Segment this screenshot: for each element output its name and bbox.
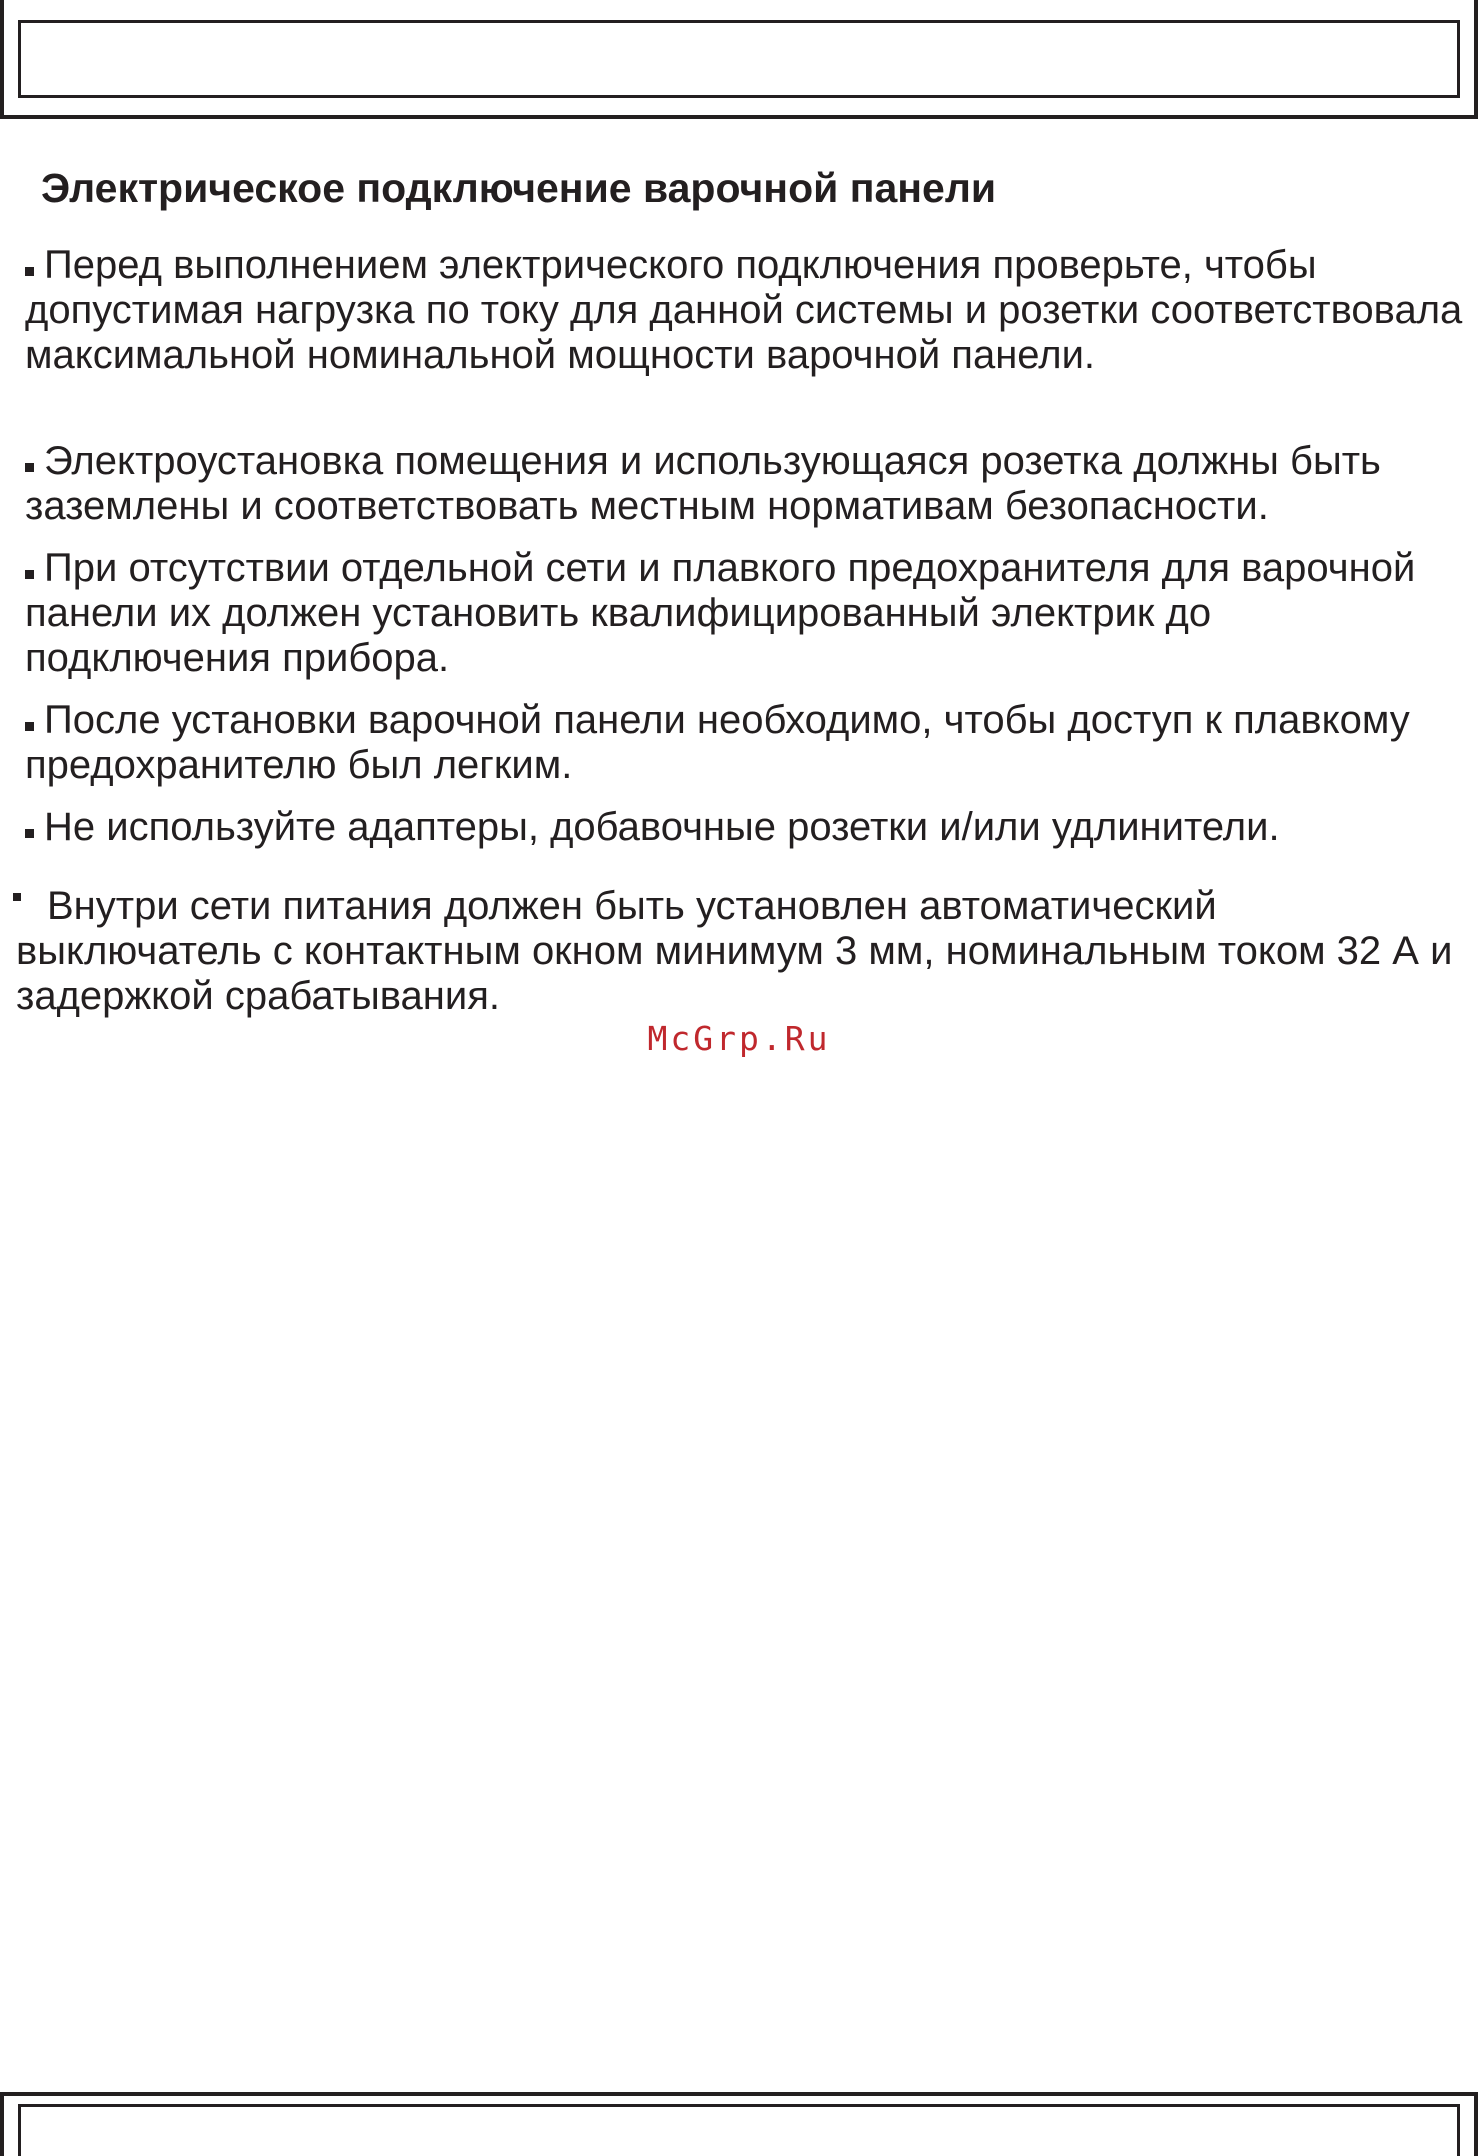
header-box: [18, 20, 1460, 98]
list-item: [16, 884, 1466, 1019]
list-item-text: Перед выполнением электрического подключения проверьте, чтобы допустимая нагрузка по току для данной системы и розетки соответствовала максимальной номинальной мощности варочной панели.: [25, 243, 1463, 377]
list-item: [25, 439, 1465, 529]
footer-box: [18, 2104, 1460, 2156]
bullet-icon: [13, 893, 21, 901]
list-item-text: Не используйте адаптеры, добавочные розетки и/или удлинители.: [44, 805, 1280, 849]
list-item: [25, 243, 1465, 378]
list-item: [25, 805, 1465, 850]
list-item-text: При отсутствии отдельной сети и плавкого предохранителя для варочной панели их должен установить квалифицированный электрик до подключения прибора.: [25, 546, 1416, 680]
list-item-text: После установки варочной панели необходимо, чтобы доступ к плавкому предохранителю был легким.: [25, 698, 1410, 787]
list-item-text: Внутри сети питания должен быть установлен автоматический выключатель с контактным окном минимум 3 мм, номинальным током 32 А и задержкой срабатывания.: [16, 884, 1453, 1018]
watermark: McGrp.Ru: [647, 1019, 831, 1058]
section-title: Электрическое подключение варочной панели: [41, 165, 997, 211]
list-item-text: Электроустановка помещения и использующаяся розетка должны быть заземлены и соответствовать местным нормативам безопасности.: [25, 439, 1381, 528]
bullet-icon: [25, 463, 34, 472]
list-item: [25, 698, 1465, 788]
bullet-icon: [25, 722, 34, 731]
bullet-icon: [25, 267, 34, 276]
list-item: [25, 546, 1465, 681]
bullet-icon: [25, 829, 34, 838]
bullet-icon: [25, 570, 34, 579]
